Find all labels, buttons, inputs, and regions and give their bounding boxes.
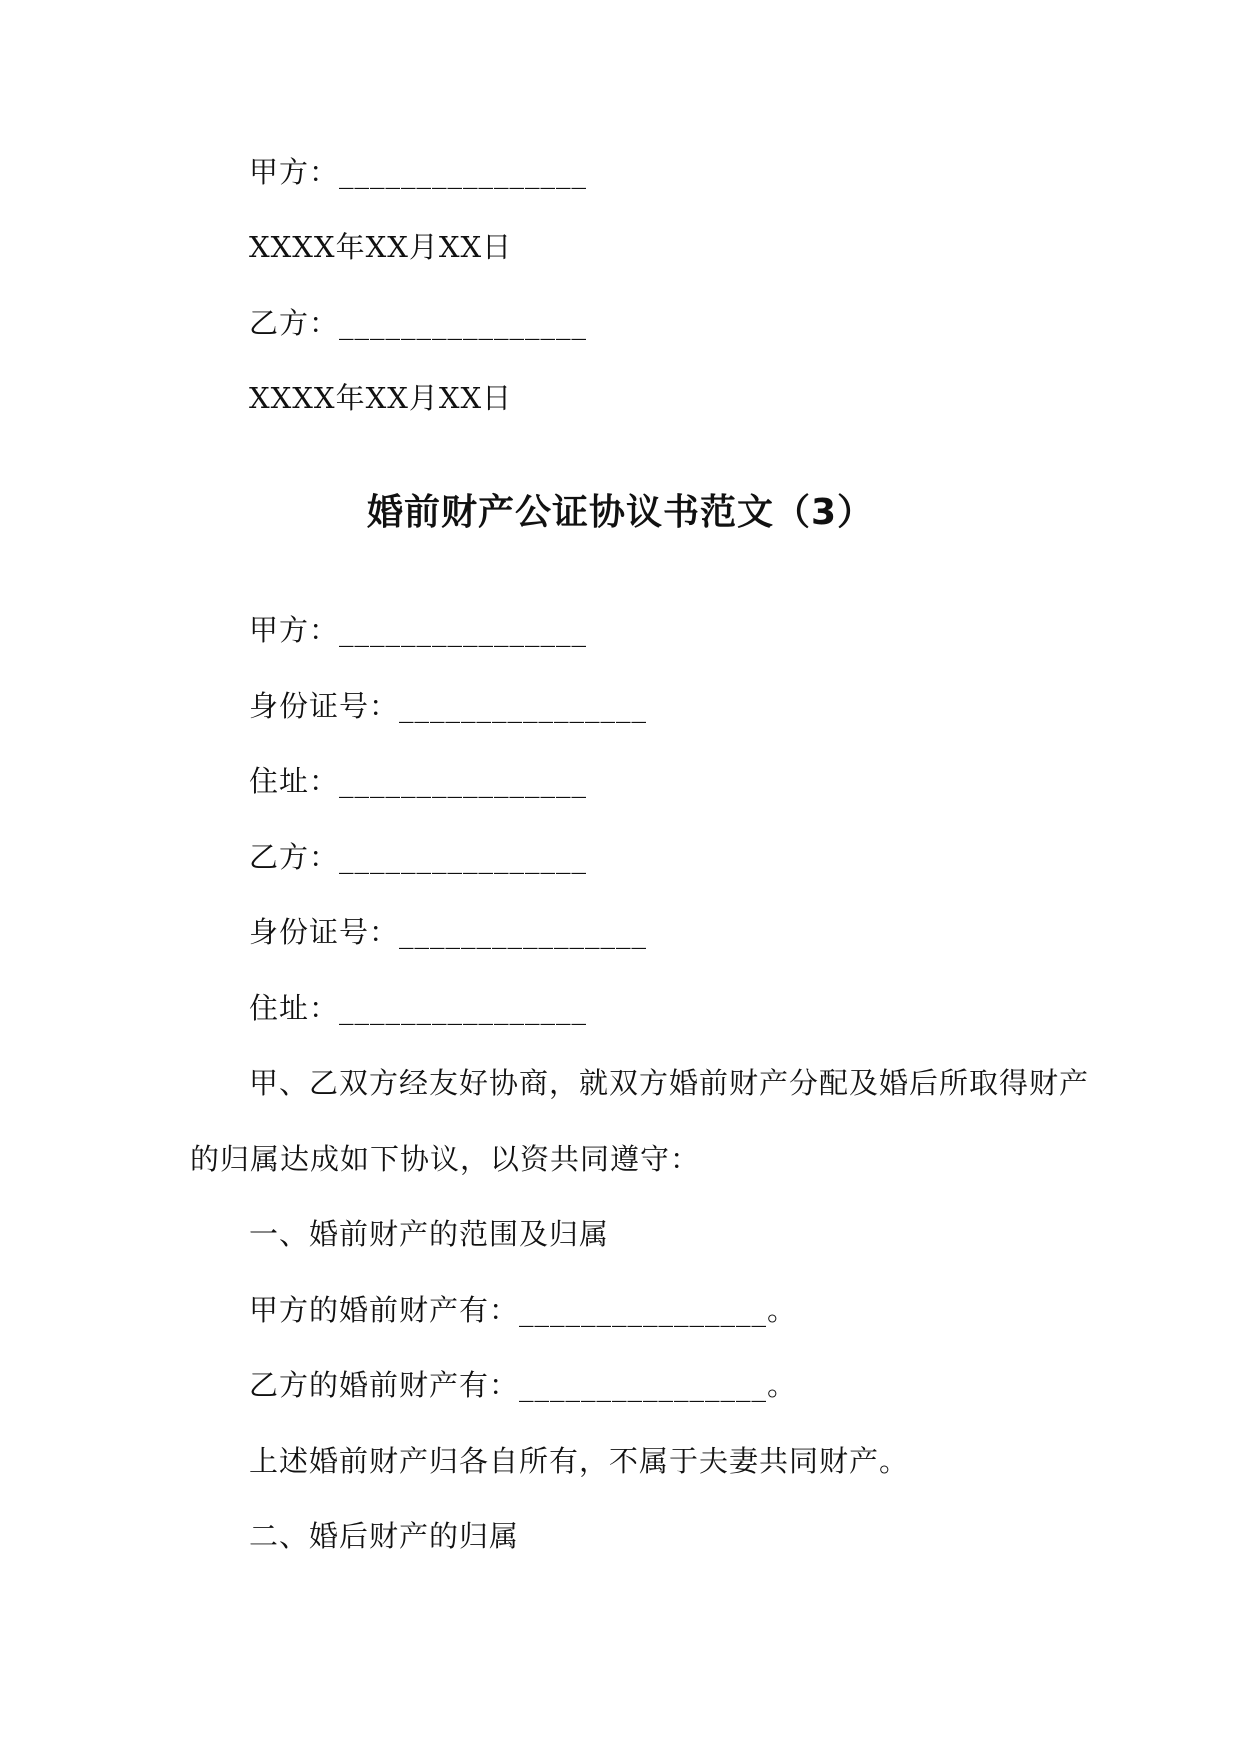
section-1-heading: 一、婚前财产的范围及归属	[249, 1217, 610, 1251]
section-1-party-b-assets: 乙方的婚前财产有：________________。	[249, 1368, 798, 1402]
intro-paragraph-line-1: 甲、乙双方经友好协商，就双方婚前财产分配及婚后所取得财产	[249, 1066, 1090, 1100]
document-title: 婚前财产公证协议书范文（3）	[366, 492, 875, 533]
signature-date-b: XXXX年XX月XX日	[249, 381, 513, 415]
signature-date-a: XXXX年XX月XX日	[249, 230, 513, 264]
party-b-field: 乙方：________________	[249, 840, 588, 874]
section-1-party-a-assets: 甲方的婚前财产有：________________。	[249, 1293, 798, 1327]
party-b-address-field: 住址：________________	[249, 991, 588, 1025]
intro-paragraph-line-2: 的归属达成如下协议，以资共同遵守：	[190, 1142, 701, 1176]
party-b-id-field: 身份证号：________________	[249, 915, 648, 949]
signature-party-a: 甲方：________________	[249, 155, 588, 189]
party-a-id-field: 身份证号：________________	[249, 689, 648, 723]
party-a-field: 甲方：________________	[249, 613, 588, 647]
signature-party-b: 乙方：________________	[249, 306, 588, 340]
party-a-address-field: 住址：________________	[249, 764, 588, 798]
section-1-note: 上述婚前财产归各自所有，不属于夫妻共同财产。	[249, 1444, 910, 1478]
section-2-heading: 二、婚后财产的归属	[249, 1519, 520, 1553]
